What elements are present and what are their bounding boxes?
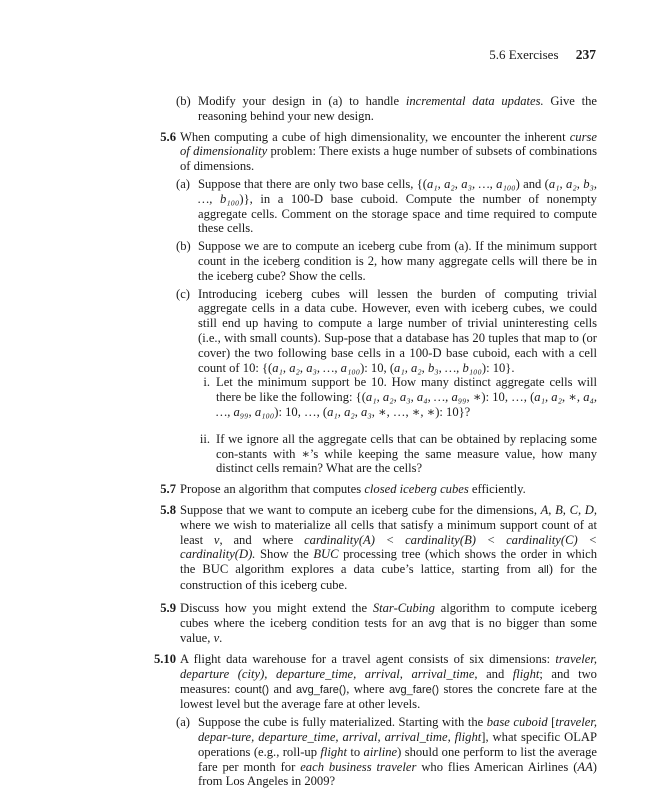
body-text: Suppose that there are only two base cells, {(: [198, 176, 427, 191]
item-label: ii.: [199, 431, 210, 446]
italic-text: a₁, a₂, a₃, a₄, …, a₉₉: [365, 390, 467, 405]
italic-text: a₁, a₂, b₃, …, b₁₀₀: [394, 360, 482, 375]
exercise-subpart: [203, 375, 598, 419]
italic-text: curse of dimensionality: [180, 129, 597, 159]
exercise-part: [176, 715, 597, 789]
italic-text: BUC: [313, 547, 339, 562]
item-label: 5.6: [160, 129, 176, 144]
italic-text: traveler, departure (city), departure_time, arrival, arrival_time,: [180, 652, 597, 681]
body-text: processing tree (which shows the order in which the BUC algorithm explores a data cube’s lattice, starting from: [180, 547, 597, 577]
body-text: ) and (: [515, 176, 549, 191]
body-text: )}, in a 100-D base cuboid. Compute the number of nonempty aggregate cells. Comment on the storage space and time required to compute these cells.: [198, 191, 597, 236]
exercise: [160, 482, 597, 497]
italic-text: AA: [577, 759, 593, 774]
italic-text: traveler, depar-ture, departure_time, arrival, arrival_time, flight: [198, 715, 597, 745]
body-text: Suppose that we want to compute an iceberg cube for the dimensions,: [180, 502, 541, 517]
item-label: (c): [176, 286, 190, 301]
body-text: where we wish to materialize all cells that satisfy a minimum support count of at least: [180, 517, 597, 547]
body-text: , ∗, …, ∗, ∗): 10}?: [371, 404, 471, 419]
italic-text: A, B, C, D,: [540, 502, 597, 517]
italic-text: a₁, a₂: [534, 390, 562, 405]
item-label: 5.9: [160, 600, 176, 615]
body-text: to: [346, 744, 364, 759]
body-text: ) for the construction of this iceberg cube.: [180, 562, 597, 592]
exercise-subpart: [199, 431, 597, 476]
italic-text: a₁, a₂, a₃, …, a₁₀₀: [426, 176, 516, 191]
exercise-part: [176, 94, 597, 124]
running-header: [489, 47, 596, 63]
code-text: avg_fare(): [296, 683, 347, 696]
item-label: (b): [176, 94, 191, 108]
body-text: ): 10}.: [481, 360, 515, 375]
exercise: [153, 652, 597, 712]
exercise-list: [0, 94, 648, 789]
body-text: ], what specific OLAP operations (e.g., roll-up: [198, 730, 597, 759]
italic-text: airline: [363, 744, 398, 759]
italic-text: flight: [512, 666, 540, 681]
body-text: .: [219, 631, 223, 646]
body-text: problem: There exists a huge number of subsets of combinations of dimensions.: [180, 144, 597, 174]
code-text: count(): [234, 683, 270, 696]
italic-text: a₄, …, a₉₉, a₁₀₀: [216, 390, 598, 419]
body-text: ): 10, …, (: [274, 404, 328, 419]
body-text: , and where: [219, 532, 305, 547]
body-text: stores the concrete fare at the lowest level but the average fare at other levels.: [180, 681, 597, 712]
body-text: ) from Los Angeles in 2009?: [198, 759, 597, 789]
item-label: i.: [203, 375, 210, 390]
body-text: Give the reasoning behind your new design.: [198, 94, 597, 123]
body-text: A flight data warehouse for a travel agent consists of six dimensions:: [180, 652, 556, 667]
italic-text: v: [213, 532, 220, 547]
italic-text: flight: [320, 744, 347, 759]
exercise-part: [176, 286, 597, 376]
italic-text: a₁, a₂, b₃, …, b₁₀₀: [198, 176, 598, 206]
body-text: , ∗,: [561, 390, 584, 405]
body-text: Modify your design in (a) to handle: [198, 94, 406, 108]
body-text: ): 10, (: [360, 360, 395, 375]
exercise-part: [176, 239, 597, 283]
body-text: ; and two measures:: [180, 666, 597, 696]
italic-text: cardinality(A) < cardinality(B) < cardinality(C) < cardinality(D).: [180, 532, 597, 562]
italic-text: a₁, a₂, a₃: [327, 404, 372, 419]
body-text: that is no bigger than some value,: [180, 615, 597, 646]
italic-text: incremental data updates.: [405, 94, 544, 108]
body-text: Let the minimum support be 10. How many distinct aggregate cells will there be like the following: {(: [216, 375, 597, 405]
exercise: [160, 600, 597, 646]
body-text: Discuss how you might extend the: [180, 600, 373, 615]
body-text: When computing a cube of high dimensionality, we encounter the inherent: [180, 129, 570, 144]
body-text: If we ignore all the aggregate cells that can be obtained by replacing some con-stants with ∗’s while keeping the same measure value, how many distinct cells remain? What are the cells?: [216, 431, 597, 476]
exercise: [160, 129, 597, 174]
item-label: (a): [176, 176, 190, 191]
item-label: (a): [176, 715, 190, 730]
italic-text: each business traveler: [300, 759, 417, 774]
italic-text: base cuboid: [486, 715, 548, 730]
body-text: and: [477, 666, 513, 681]
code-text: avg_fare(): [388, 683, 440, 696]
body-text: , where: [346, 681, 389, 696]
code-text: all: [537, 564, 549, 577]
body-text: Suppose the cube is fully materialized. Starting with the: [198, 715, 487, 730]
body-text: ) should one perform to list the average fare per month for: [198, 744, 597, 774]
body-text: Propose an algorithm that computes: [180, 482, 365, 497]
italic-text: v: [213, 631, 220, 646]
body-text: efficiently.: [468, 482, 526, 497]
body-text: , ∗): 10, …, (: [466, 390, 535, 405]
body-text: algorithm to compute iceberg cubes where the iceberg condition tests for an: [180, 600, 597, 630]
code-text: avg: [428, 617, 447, 630]
exercise-part: [176, 176, 598, 236]
body-text: Introducing iceberg cubes will lessen the burden of computing trivial aggregate cells in a data cube. However, even with iceberg cubes, we could still end up having to compute a large number of trivial uninteresting cells (i.e., with small counts). Sup-pose that a database has 20 tuples that map to (or cover) the two following base cells in a 100-D base cuboid, each with a cell count of 10: {(: [198, 286, 597, 375]
section-title: 5.6 Exercises: [489, 47, 559, 62]
item-label: 5.10: [153, 652, 176, 667]
page-number: 237: [575, 47, 596, 62]
italic-text: closed iceberg cubes: [364, 482, 469, 497]
body-text: who flies American Airlines (: [416, 759, 578, 774]
item-label: (b): [176, 239, 191, 254]
body-text: and: [269, 681, 297, 696]
italic-text: a₁, a₂, a₃, …, a₁₀₀: [272, 360, 361, 375]
item-label: 5.7: [160, 482, 176, 497]
exercise: [160, 502, 597, 593]
body-text: [: [547, 715, 556, 730]
body-text: Show the: [255, 547, 314, 562]
italic-text: Star-Cubing: [372, 600, 435, 615]
item-label: 5.8: [160, 502, 176, 517]
body-text: Suppose we are to compute an iceberg cube from (a). If the minimum support count in the iceberg condition is 2, how many aggregate cells will there be in the iceberg cube? Show the cells.: [198, 239, 597, 283]
